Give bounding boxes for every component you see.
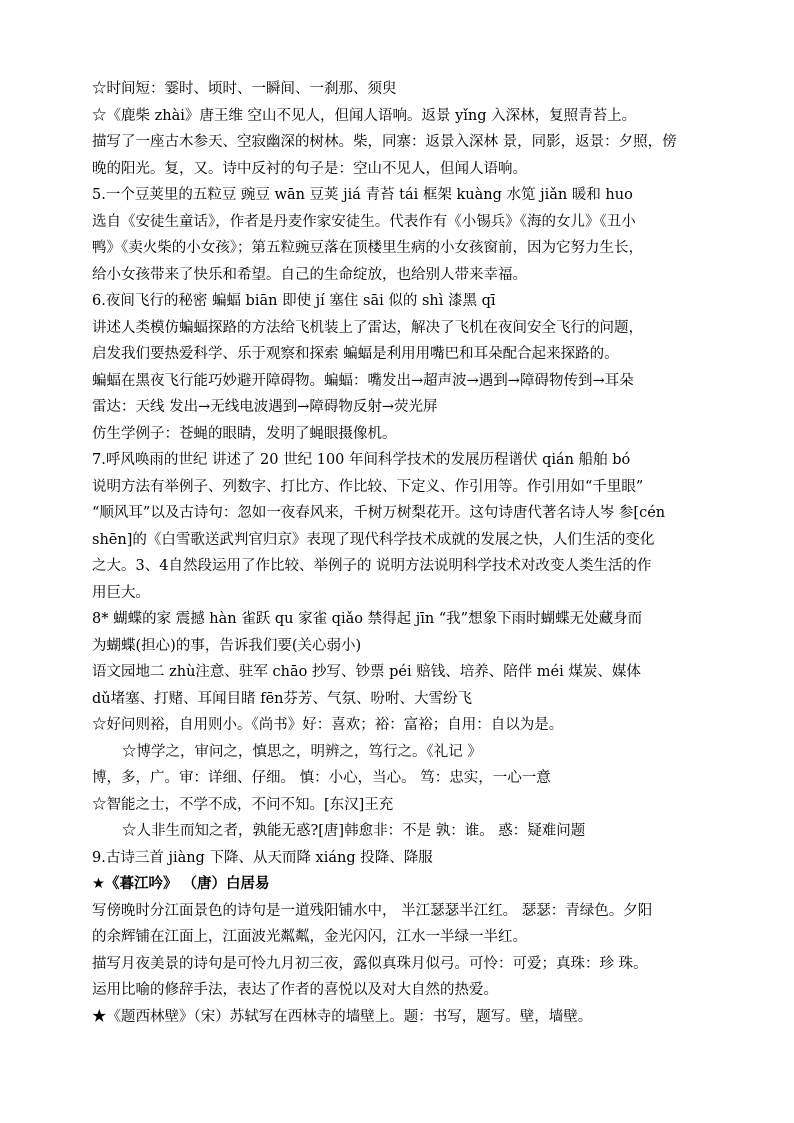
text-line: 蝙蝠在黑夜飞行能巧妙避开障碍物。蝙蝠：嘴发出→超声波→遇到→障碍物传到→耳朵: [92, 372, 634, 389]
text-line: 的余辉铺在江面上，江面波光粼粼，金光闪闪，江水一半绿一半红。: [92, 929, 527, 945]
text-line: ☆智能之士，不学不成，不问不知。[东汉]王充: [92, 796, 394, 813]
text-line: 博，多，广。审：详细、仔细。 慎：小心，当心。 笃：忠实，一心一意: [92, 770, 551, 786]
text-line: 描写月夜美景的诗句是可怜九月初三夜，露似真珠月似弓。可怜：可爱；真珠：珍 珠。: [92, 955, 648, 972]
text-line: 启发我们要热爱科学、乐于观察和探索 蝙蝠是利用用嘴巴和耳朵配合起来探路的。: [92, 346, 619, 362]
text-line: 仿生学例子：苍蝇的眼睛，发明了蝇眼摄像机。: [92, 425, 397, 442]
text-line: 为蝴蝶(担心)的事，告诉我们要(关心弱小): [92, 637, 362, 654]
text-line: 运用比喻的修辞手法，表达了作者的喜悦以及对大自然的热爱。: [92, 982, 498, 998]
text-line: ☆博学之，审问之，慎思之，明辨之，笃行之。《礼记 》: [122, 743, 482, 760]
text-line: 之大。3、4自然段运用了作比较、举例子的 说明方法说明科学技术对改变人类生活的作: [92, 558, 652, 574]
text-line: 晚的阳光。复，又。诗中反衬的句子是：空山不见人，但闻人语响。: [92, 160, 527, 177]
text-line: 描写了一座古木参天、空寂幽深的树林。柴，同寨：返景入深林 景，同影，返景：夕照，傍: [92, 134, 677, 150]
text-line: 语文园地二 zhù注意、驻军 chāo 抄写、钞票 péi 赔钱、培养、陪伴 méi 煤炭、媒体: [92, 664, 641, 680]
text-line: shēn]的《白雪歌送武判官归京》表现了现代科学技术成就的发展之快，人们生活的变化: [92, 531, 655, 548]
text-line: ★《题西林壁》（宋）苏轼写在西林寺的墙壁上。题：书写，题写。壁，墙壁。: [92, 1008, 593, 1025]
text-line: 6.夜间飞行的秘密 蝙蝠 biān 即使 jí 塞住 sāi 似的 shì 漆黑 qī: [92, 293, 496, 309]
text-line: “顺风耳”以及古诗句：忽如一夜春风来，千树万树梨花开。这句诗唐代著名诗人岑 参[cén: [92, 505, 666, 521]
text-line: ☆人非生而知之者，孰能无惑?[唐]韩愈非：不是 孰：谁。 惑：疑难问题: [122, 823, 586, 839]
text-line: 8* 蝴蝶的家 震撼 hàn 雀跃 qu 家雀 qiǎo 禁得起 jīn “我”想象下雨时蝴蝶无处藏身而: [92, 611, 643, 627]
document-body: [92, 76, 702, 1030]
text-line: ☆《鹿柴 zhài》唐王维 空山不见人，但闻人语响。返景 yǐng 入深林，复照青苔上。: [92, 107, 637, 124]
text-line: ☆好问则裕，自用则小。《尚书》好：喜欢；裕：富裕；自用：自以为是。: [92, 717, 564, 733]
text-line: 鸭》《卖火柴的小女孩》；第五粒豌豆落在顶楼里生病的小女孩窗前，因为它努力生长，: [92, 240, 643, 256]
text-line: 讲述人类模仿蝙蝠探路的方法给飞机装上了雷达，解决了飞机在夜间安全飞行的问题，: [92, 319, 643, 336]
text-line: dǔ堵塞、打赌、耳闻目睹 fēn芬芳、气氛、吩咐、大雪纷飞: [92, 690, 473, 707]
text-line: 写傍晚时分江面景色的诗句是一道残阳铺水中， 半江瑟瑟半江红。 瑟瑟：青绿色。夕阳: [92, 902, 653, 919]
text-line: 9.古诗三首 jiàng 下降、从天而降 xiáng 投降、降服: [92, 849, 433, 866]
text-line: ★《暮江吟》 （唐）白居易: [92, 876, 270, 892]
text-line: 雷达：天线 发出→无线电波遇到→障碍物反射→荧光屏: [92, 399, 438, 415]
text-line: 用巨大。: [92, 584, 150, 601]
text-line: 说明方法有举例子、列数字、打比方、作比较、下定义、作引用等。作引用如“千里眼”: [92, 478, 644, 495]
text-line: 给小女孩带来了快乐和希望。自己的生命绽放，也给别人带来幸福。: [92, 266, 527, 283]
text-line: 选自《安徒生童话》，作者是丹麦作家安徒生。代表作有《小锡兵》《海的女儿》《丑小: [92, 213, 636, 230]
text-line: ☆时间短：霎时、顷时、一瞬间、一刹那、须臾: [92, 81, 397, 97]
text-line: 7.呼风唤雨的世纪 讲述了 20 世纪 100 年间科学技术的发展历程谱伏 qián 船舶 bó: [92, 452, 631, 468]
text-line: 5.一个豆荚里的五粒豆 豌豆 wān 豆荚 jiá 青苔 tái 框架 kuàng 水笕 jiǎn 暖和 huo: [92, 187, 633, 203]
